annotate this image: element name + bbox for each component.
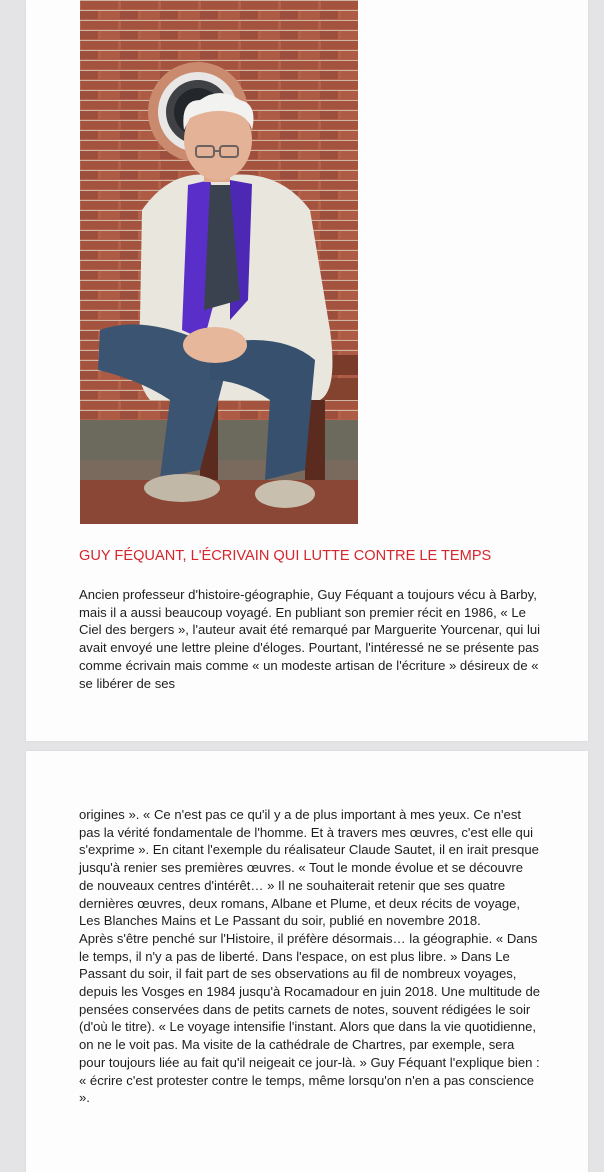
page-1 — [26, 0, 588, 741]
article-body-page-2 — [79, 806, 541, 1107]
article-body-page-1 — [79, 586, 541, 692]
article-headline: GUY FÉQUANT, L'ÉCRIVAIN QUI LUTTE CONTRE LE TEMPS — [79, 548, 492, 564]
paragraph: origines ». « Ce n'est pas ce qu'il y a de plus important à mes yeux. Ce n'est pas la vérité fondamentale de l'homme. Et à travers mes œuvres, c'est elle qui s'exprime ». En citant l'exemple du réalisateur Claude Sautet, il en irait presque jusqu'à renier ses premières œuvres. « Tout le monde évolue et se découvre de nouveaux centres d'intérêt… » Il ne souhaiterait retenir que ses quatre dernières œuvres, deux romans, Albane et Plume, et deux récits de voyage, Les Blanches Mains et Le Passant du soir, publié en novembre 2018. — [79, 807, 539, 929]
paragraph: Ancien professeur d'histoire-géographie, Guy Féquant a toujours vécu à Barby, mais il a aussi beaucoup voyagé. En publiant son premier récit en 1986, « Le Ciel des bergers », l'auteur avait été remarqué par Marguerite Yourcenar, qui lui avait envoyé une lettre pleine d'éloges. Pourtant, l'intéressé ne se présente pas comme écrivain mais comme « un modeste artisan de l'écriture » désireux de « se libérer de ses — [79, 587, 541, 691]
paragraph: Après s'être penché sur l'Histoire, il préfère désormais… la géographie. « Dans le temps, il n'y a pas de liberté. Dans l'espace, on est plus libre. » Dans Le Passant du soir, il fait part de ses observations au fil de nombreux voyages, depuis les Vosges en 1984 jusqu'à Rocamadour en juin 2018. Une multitude de pensées conservées dans de petits carnets de notes, souvent rédigées le soir (d'où le titre). « Le voyage intensifie l'instant. Alors que dans la vie quotidienne, on ne le voit pas. Ma visite de la cathédrale de Chartres, par exemple, sera pour toujours liée au fait qu'il neigeait ce jour-là. » Guy Féquant l'explique bien : « écrire c'est protester contre le temps, même lorsqu'on n'en a pas conscience ». — [79, 930, 541, 1106]
author-photo — [80, 0, 358, 524]
